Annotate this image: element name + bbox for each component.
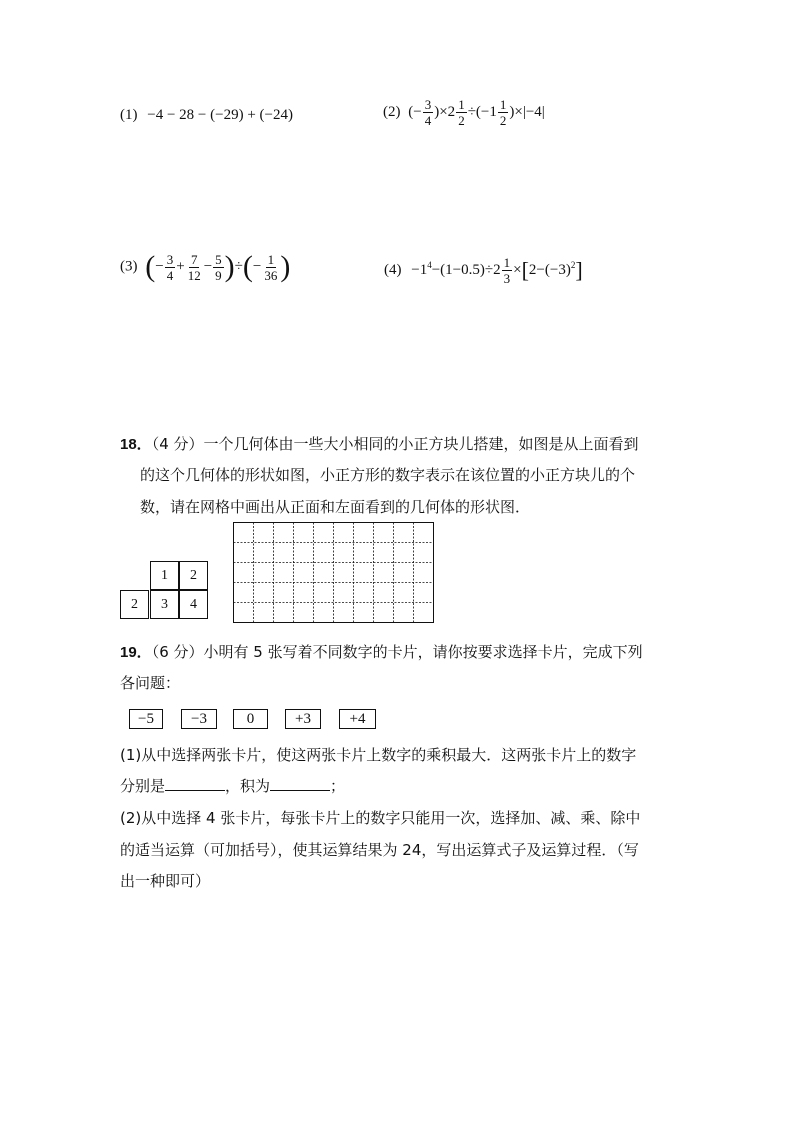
denominator: 3 bbox=[503, 271, 511, 286]
denominator: 4 bbox=[166, 267, 174, 283]
q19-line-1 bbox=[120, 642, 643, 663]
bracket-open: [ bbox=[521, 257, 529, 283]
fraction bbox=[498, 98, 509, 127]
number-card: +3 bbox=[285, 709, 321, 729]
answer-blank-2[interactable] bbox=[270, 776, 330, 791]
problem-2-part: )×|−4| bbox=[509, 103, 545, 120]
fraction bbox=[213, 253, 224, 282]
problem-3-label: (3) bbox=[120, 258, 138, 275]
fraction bbox=[262, 253, 279, 282]
top-view-cell: 3 bbox=[150, 590, 179, 619]
q19-part2-line-2: 的适当运算（可加括号），使其运算结果为 24，写出运算式子及运算过程．（写 bbox=[120, 841, 639, 859]
problem-2-part: (− bbox=[408, 103, 422, 120]
numerator: 5 bbox=[215, 251, 222, 267]
number-card: 0 bbox=[233, 709, 268, 729]
problem-4-part: 2−(−3) bbox=[528, 261, 571, 278]
paren-close: ) bbox=[280, 250, 291, 283]
q19-number: 19． bbox=[120, 644, 152, 661]
numerator: 3 bbox=[166, 251, 174, 267]
problem-4-part: −1 bbox=[411, 261, 428, 278]
q18-number: 18． bbox=[120, 436, 152, 453]
q19-part1-text: 分别是 bbox=[120, 777, 166, 795]
q19-part1-line-2 bbox=[120, 776, 345, 796]
denominator: 9 bbox=[215, 267, 222, 283]
exponent: 4 bbox=[427, 259, 432, 270]
numerator: 1 bbox=[267, 251, 275, 267]
problem-2-part: )×2 bbox=[434, 103, 456, 120]
problem-2-label: (2) bbox=[383, 103, 401, 120]
drawing-grid[interactable] bbox=[233, 522, 435, 623]
problem-1 bbox=[120, 107, 293, 124]
q19-line-2: 各问题： bbox=[120, 674, 181, 692]
denominator: 12 bbox=[187, 267, 201, 283]
top-view-cell: 2 bbox=[179, 561, 208, 590]
fraction bbox=[165, 253, 176, 282]
q19-part2-line-3: 出一种即可） bbox=[120, 872, 211, 890]
problem-1-expression: −4 − 28 − (−29) + (−24) bbox=[147, 107, 293, 123]
q18-text: （4 分）一个几何体由一些大小相同的小正方块儿搭建，如图是从上面看到 bbox=[151, 435, 639, 453]
numerator: 1 bbox=[458, 97, 465, 112]
number-card: +4 bbox=[339, 709, 376, 729]
numerator: 1 bbox=[499, 97, 507, 112]
fraction bbox=[502, 256, 513, 285]
problem-2 bbox=[383, 98, 545, 127]
problem-3: (3) (− $\frac{3}{4}$ + $\frac{7}{12}$ − $\frac{5}{9}$ )÷(− $\frac{1}{36}$ ) bbox=[120, 250, 291, 283]
problem-4-label: (4) bbox=[384, 261, 402, 278]
exponent: 2 bbox=[570, 259, 576, 270]
q19-part2-line-1: (2)从中选择 4 张卡片，每张卡片上的数字只能用一次，选择加、减、乘、除中 bbox=[120, 809, 641, 827]
denominator: 4 bbox=[424, 113, 432, 128]
paren-open: ( bbox=[242, 250, 253, 283]
denominator: 36 bbox=[264, 267, 278, 283]
fraction bbox=[423, 98, 434, 127]
top-view-cell: 2 bbox=[120, 590, 149, 619]
answer-blank-1[interactable] bbox=[165, 776, 225, 791]
q19-part1-text: ； bbox=[330, 777, 346, 795]
q18-line-1 bbox=[120, 434, 639, 455]
denominator: 2 bbox=[499, 113, 507, 128]
paren-open: ( bbox=[145, 250, 156, 283]
paren-close: ) bbox=[224, 250, 235, 283]
bracket-close: ] bbox=[575, 257, 583, 283]
q18-line-3: 数，请在网格中画出从正面和左面看到的几何体的形状图． bbox=[140, 498, 531, 516]
numerator: 7 bbox=[190, 251, 198, 267]
problem-4-part: −(1−0.5)÷2 bbox=[431, 261, 501, 278]
numerator: 3 bbox=[424, 97, 432, 112]
q19-part1-text: ，积为 bbox=[225, 777, 271, 795]
fraction bbox=[456, 98, 467, 127]
q19-text: （6 分）小明有 5 张写着不同数字的卡片，请你按要求选择卡片，完成下列 bbox=[151, 643, 643, 661]
fraction bbox=[186, 253, 203, 282]
denominator: 2 bbox=[458, 113, 465, 128]
q18-line-2: 的这个几何体的形状如图，小正方形的数字表示在该位置的小正方块儿的个 bbox=[140, 466, 636, 484]
numerator: 1 bbox=[503, 255, 511, 270]
problem-4: $(4) -1^4-(1-0.5)\div 2$ $\frac{1}{3}$ $\times[2-(-3)^2]$ bbox=[384, 255, 583, 286]
problem-1-label: (1) bbox=[120, 107, 138, 123]
top-view-cell: 1 bbox=[150, 561, 179, 590]
q19-part1-line-1: (1)从中选择两张卡片，使这两张卡片上数字的乘积最大．这两张卡片上的数字 bbox=[120, 746, 637, 764]
number-card: −3 bbox=[181, 709, 217, 729]
problem-2-part: ÷(−1 bbox=[467, 103, 497, 120]
number-card: −5 bbox=[129, 709, 163, 729]
top-view-cell: 4 bbox=[179, 590, 208, 619]
